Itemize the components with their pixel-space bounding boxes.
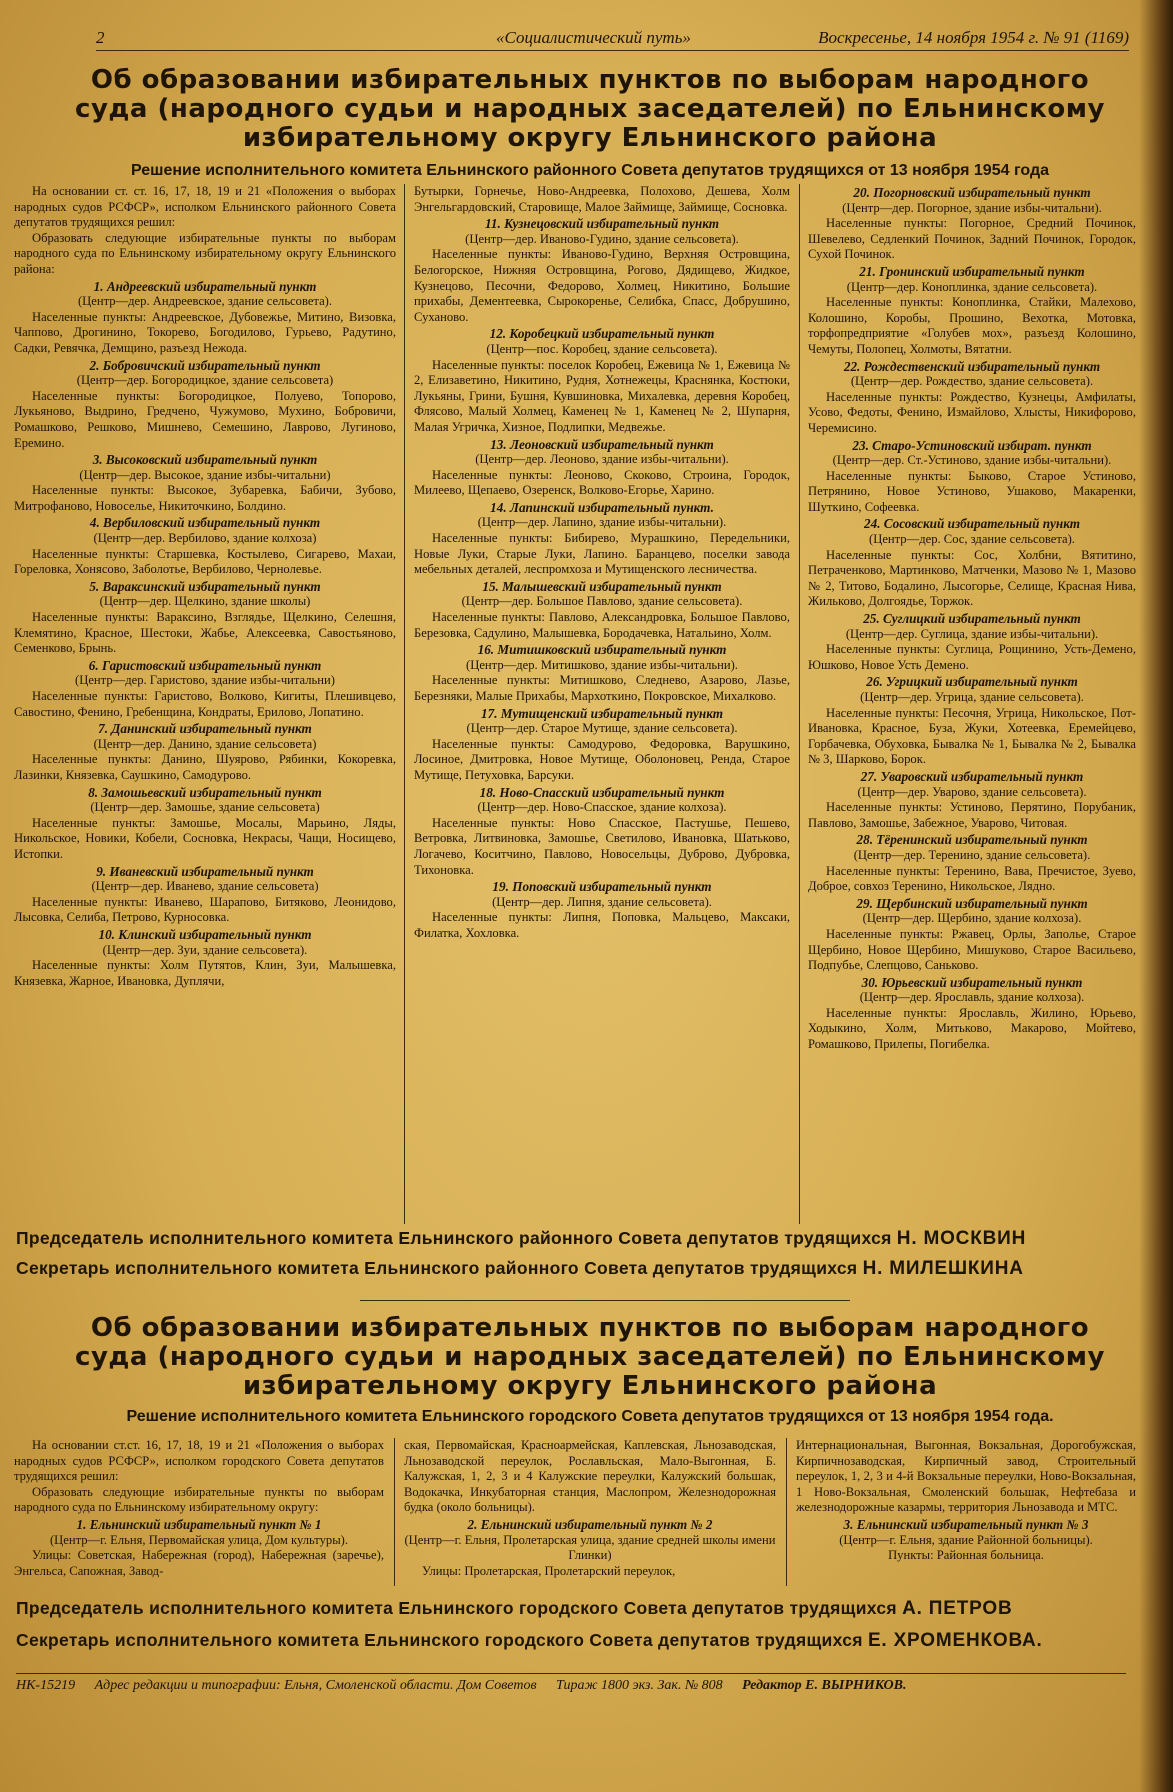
section-center-line: (Центр—дер. Сос, здание сельсовета). xyxy=(869,532,1075,547)
chair-name: А. ПЕТРОВ xyxy=(902,1598,1013,1619)
section-center-line: (Центр—дер. Ст.-Устиново, здание избы-читальни). xyxy=(832,453,1112,468)
paragraph: Образовать следующие избирательные пункты по выборам народного суда по Ельнинскому избирательному округу: xyxy=(14,1484,384,1515)
paragraph: Населенные пункты: Холм Путятов, Клин, Зуи, Малышевка, Князевка, Жарное, Ивановка, Дуплячи, xyxy=(14,958,396,988)
article1-secretary-signature xyxy=(16,1258,1024,1280)
paragraph: Образовать следующие избирательные пункты по выборам народного суда по Ельнинскому избирательному округу Ельнинского района: xyxy=(14,230,396,276)
paragraph: Населенные пункты: Иванево, Шарапово, Битяково, Леонидово, Лысовка, Селиба, Петрово, Курносовка. xyxy=(14,894,396,925)
section-heading: 16. Митишковский избирательный пункт xyxy=(477,642,727,658)
section-heading: 4. Вербиловский избирательный пункт xyxy=(89,515,321,531)
paragraph: Интернациональная, Выгонная, Вокзальная, Дорогобужская, Кирпичнозаводская, Кирпичный завод, Строительный переулок, 1, 2, 3 и 4-й Вокзальные переулки, Ново-Вокзальная, 1 Ново-Вокзальная, Смоленский большак, Нефтебаза и железнодорожные казармы, территория Льнозавода и МТС. xyxy=(796,1438,1136,1515)
secretary-label: Секретарь исполнительного комитета Ельнинского районного Совета депутатов трудящихся xyxy=(16,1258,858,1278)
article1-column-2 xyxy=(414,184,790,942)
section-center-line: (Центр—пос. Коробец, здание сельсовета). xyxy=(486,341,718,356)
paragraph: Населенные пункты: Леоново, Скоково, Строина, Городок, Милеево, Щепаево, Озеренск, Волково-Егорье, Харино. xyxy=(414,467,790,498)
paragraph: Улицы: Советская, Набережная (город), Набережная (заречье), Энгельса, Сапожная, Завод- xyxy=(14,1548,384,1578)
section-center-line: (Центр—дер. Погорное, здание избы-читальни). xyxy=(842,200,1102,215)
paragraph: Населенные пункты: поселок Коробец, Ежевица № 1, Ежевица № 2, Елизаветино, Никитино, Рудня, Хотнежецы, Краснянка, Костюки, Лукьяны, Грини, Бушня, Кувшиновка, Михалевка, деревня Коробец, Флясово, Малый Холмец, Каменец № 1, Каменец № 2, Шупарня, Малая Угричка, Хизное, Подлипки, Медвежье. xyxy=(414,357,790,434)
article1-column-3 xyxy=(808,184,1136,1053)
article1-title: Об образовании избирательных пунктов по выборам народного суда (народного судьи и народных заседателей) по Ельнинскому избирательному округу Ельнинского района xyxy=(75,65,1105,153)
issue-date: Воскресенье, 14 ноября 1954 г. № 91 (1169) xyxy=(818,28,1129,47)
article1-chair-signature xyxy=(16,1228,1026,1250)
section-heading: 14. Лапинский избирательный пункт. xyxy=(490,499,714,515)
section-heading: 12. Коробецкий избирательный пункт xyxy=(489,326,715,342)
column-rule xyxy=(394,1438,395,1586)
section-heading: 23. Старо-Устиновский избират. пункт xyxy=(852,437,1092,453)
paragraph: Населенные пункты: Богородицкое, Полуево, Топорово, Лукьяново, Выдрино, Гредчено, Чужумово, Мухино, Бобровичи, Ромашково, Решково, Мишнево, Семешино, Лаврово, Лугиново, Еремино. xyxy=(14,388,396,450)
paragraph: Населенные пункты: Песочня, Угрица, Никольское, Пот-Ивановка, Красное, Буза, Жуки, Хотеевка, Еремейцево, Горбачевка, Обуховка, Бывалка № 1, Бывалка № 2, Бывалка № 3, Шарково, Борок. xyxy=(808,705,1136,767)
section-heading: 9. Иваневский избирательный пункт xyxy=(96,863,314,879)
section-center-line: (Центр—дер. Ярославль, здание колхоза). xyxy=(859,990,1085,1005)
section-heading: 1. Ельнинский избирательный пункт № 1 xyxy=(76,1516,322,1532)
section-center-line: (Центр—дер. Щелкино, здание школы) xyxy=(99,594,311,609)
section-center-line: (Центр—г. Ельня, здание Районной больницы). xyxy=(839,1532,1093,1547)
page-number: 2 xyxy=(96,28,105,47)
paragraph: Населенные пункты: Замошье, Мосалы, Марьино, Ляды, Никольское, Новики, Кобели, Сосновка, Некрасы, Чащи, Носищево, Истопки. xyxy=(14,815,396,861)
paragraph: Бутырки, Горнечье, Ново-Андреевка, Полохово, Дешева, Холм Энгельгардовский, Старовище, Малое Займище, Займище, Сосновка. xyxy=(414,184,790,214)
paragraph: Населенные пункты: Погорное, Средний Починок, Шевелево, Седленкий Починок, Задний Починок, Городок, Сухой Починок. xyxy=(808,216,1136,262)
section-heading: 19. Поповский избирательный пункт xyxy=(492,879,712,895)
imprint-address: Адрес редакции и типографии: Ельня, Смоленской области. Дом Советов xyxy=(94,1678,537,1693)
imprint-footer xyxy=(16,1673,1126,1694)
section-center-line: (Центр—дер. Лапино, здание избы-читальни). xyxy=(477,515,727,530)
section-heading: 25. Суглицкий избирательный пункт xyxy=(863,611,1081,627)
section-center-line: (Центр—дер. Старое Мутище, здание сельсовета). xyxy=(466,721,738,736)
paragraph: Населенные пункты: Бибирево, Мурашкино, Передельники, Новые Луки, Старые Луки, Лапино. Баранцево, поселки завода мебельных деталей, леспромхоза и Мутищенского лесничества. xyxy=(414,531,790,577)
article2-subtitle: Решение исполнительного комитета Ельнинского городского Совета депутатов трудящихся от 13 ноября 1954 года. xyxy=(126,1408,1054,1425)
paragraph: Улицы: Пролетарская, Пролетарский переулок, xyxy=(422,1563,676,1578)
section-center-line: (Центр—дер. Зуи, здание сельсовета). xyxy=(102,942,308,957)
section-heading: 10. Клинский избирательный пункт xyxy=(98,926,312,942)
section-heading: 3. Ельнинский избирательный пункт № 3 xyxy=(843,1516,1089,1532)
paragraph: Населенные пункты: Самодурово, Федоровка, Варушкино, Лосиное, Дмитровка, Новое Мутище, Оболоновец, Ренда, Старое Мутище, Петуховка, Барсуки. xyxy=(414,736,790,782)
column-rule xyxy=(786,1438,787,1586)
section-center-line: (Центр—дер. Теренино, здание сельсовета). xyxy=(853,847,1091,862)
section-center-line: (Центр—дер. Леоново, здание избы-читальни). xyxy=(475,452,729,467)
paragraph: Населенные пункты: Высокое, Зубаревка, Бабичи, Зубово, Митрофаново, Новоселье, Никиточкино, Болдино. xyxy=(14,483,396,513)
paragraph: Населенные пункты: Теренино, Вава, Пречистое, Зуево, Доброе, совхоз Теренино, Никольское, Лядно. xyxy=(808,863,1136,894)
section-heading: 17. Мутищенский избирательный пункт xyxy=(481,705,723,721)
page-header xyxy=(96,28,1129,51)
section-center-line: (Центр—дер. Иваново-Гудино, здание сельсовета). xyxy=(465,231,739,246)
paragraph: Населенные пункты: Гаристово, Волково, Кигиты, Плешивцево, Савостино, Фенино, Гребенщина, Кондраты, Ерилово, Лопатино. xyxy=(14,689,396,719)
paragraph: Населенные пункты: Данино, Шуярово, Рябинки, Кокоревка, Лазинки, Князевка, Саушкино, Самодурово. xyxy=(14,752,396,782)
section-heading: 29. Щербинский избирательный пункт xyxy=(856,895,1088,911)
paragraph: Населенные пункты: Ярославль, Жилино, Юрьево, Ходыкино, Холм, Митьково, Макарово, Мойтево, Ромашково, Прилепы, Погибелка. xyxy=(808,1005,1136,1052)
paragraph: Населенные пункты: Старшевка, Костылево, Сигарево, Махаи, Гореловка, Хонясово, Заболотье, Вербилово, Чернолевье. xyxy=(14,546,396,577)
section-heading: 5. Вараксинский избирательный пункт xyxy=(89,578,321,594)
section-heading: 18. Ново-Спасский избирательный пункт xyxy=(479,784,725,800)
section-center-line: (Центр—дер. Липня, здание сельсовета). xyxy=(492,894,712,909)
section-center-line: (Центр—дер. Уварово, здание сельсовета). xyxy=(857,784,1087,799)
paragraph: На основании ст.ст. 16, 17, 18, 19 и 21 «Положения о выборах народных судов РСФСР», исполком городского Совета депутатов трудящихся решил: xyxy=(14,1438,384,1484)
paragraph: Населенные пункты: Быково, Старое Устиново, Петрянино, Новое Устиново, Ушаково, Макаренки, Шуткино, Софеевка. xyxy=(808,468,1136,514)
section-heading: 26. Угрицкий избирательный пункт xyxy=(866,674,1078,690)
newspaper-name: «Социалистический путь» xyxy=(496,28,691,47)
section-heading: 15. Малышевский избирательный пункт xyxy=(482,578,722,594)
section-center-line: (Центр—дер. Высокое, здание избы-читальни) xyxy=(79,467,331,482)
section-center-line: (Центр—дер. Андреевское, здание сельсовета). xyxy=(77,294,332,309)
paragraph: Населенные пункты: Павлово, Александровка, Большое Павлово, Березовка, Садулино, Малышевка, Бородачевка, Натальино, Холм. xyxy=(414,610,790,640)
section-heading: 7. Данинский избирательный пункт xyxy=(98,721,312,737)
paragraph: Населенные пункты: Ново Спасское, Пастушье, Пешево, Ветровка, Литвиновка, Замошье, Светилово, Ивановка, Шатьково, Логачево, Коситчино, Павлово, Новосельцы, Дуброво, Дубровка, Тихоновка. xyxy=(414,815,790,877)
section-center-line: (Центр—дер. Щербино, здание колхоза). xyxy=(862,911,1082,926)
page-edge-shadow xyxy=(1139,0,1173,1792)
section-center-line: (Центр—г. Ельня, Пролетарская улица, здание средней школы имени Глинки) xyxy=(404,1532,776,1563)
paragraph: Населенные пункты: Сос, Холбни, Вятитино, Петраченково, Мартинково, Матченки, Мазово № 1, Мазово № 2, Титово, Бодалино, Лысогорье, Селище, Красная Нива, Жильково, Долгоядье, Торжок. xyxy=(808,547,1136,609)
article2-column-2 xyxy=(404,1438,776,1579)
chair-label: Председатель исполнительного комитета Ельнинского городского Совета депутатов трудящихся xyxy=(16,1598,897,1618)
section-heading: 21. Гронинский избирательный пункт xyxy=(859,263,1085,279)
section-center-line: (Центр—г. Ельня, Первомайская улица, Дом культуры). xyxy=(49,1532,349,1547)
article1-column-1 xyxy=(14,184,396,989)
section-center-line: (Центр—дер. Иванево, здание сельсовета) xyxy=(91,879,319,894)
section-heading: 22. Рождественский избирательный пункт xyxy=(843,358,1101,374)
article2-secretary-signature xyxy=(16,1630,1043,1652)
section-heading: 2. Бобровичский избирательный пункт xyxy=(89,357,321,373)
paragraph: Населенные пункты: Вараксино, Взглядье, Щелкино, Селешня, Клемятино, Красное, Шестоки, Жабье, Алексеевка, Савостьяново, Семенково, Брынь. xyxy=(14,610,396,656)
section-heading: 8. Замошьевский избирательный пункт xyxy=(88,784,322,800)
paragraph: Населенные пункты: Липня, Поповка, Мальцево, Максаки, Филатка, Хохловка. xyxy=(414,910,790,940)
section-heading: 2. Ельнинский избирательный пункт № 2 xyxy=(467,1516,713,1532)
paragraph: Населенные пункты: Коноплинка, Стайки, Малехово, Колошино, Коробы, Прошино, Вехотка, Мотовка, торфопредприятие «Голубев мох», разъезд Колошино, Чемуты, Полопец, Холмоты, Вятатни. xyxy=(808,295,1136,356)
section-center-line: (Центр—дер. Вербилово, здание колхоза) xyxy=(93,531,317,546)
section-center-line: (Центр—дер. Коноплинка, здание сельсовета). xyxy=(846,279,1098,294)
section-center-line: (Центр—дер. Рождество, здание сельсовета). xyxy=(850,374,1094,389)
paragraph: Населенные пункты: Устиново, Перятино, Порубаник, Павлово, Замошье, Забежное, Уварово, Читовая. xyxy=(808,800,1136,830)
paragraph: На основании ст. ст. 16, 17, 18, 19 и 21 «Положения о выборах народных судов РСФСР», исполком Ельнинского районного Совета депутатов трудящихся решил: xyxy=(14,184,396,230)
paragraph: ская, Первомайская, Красноармейская, Каплевская, Льнозаводская, Льнозаводской переулок, Рославльская, Мало-Выгонная, Б. Калужская, 1, 2, 3 и 4 Калужские переулки, Калужский большак, Водокачка, Инкубаторная станция, Маслопром, Железнодорожная будка (около больницы). xyxy=(404,1438,776,1515)
imprint-circulation: Тираж 1800 экз. Зак. № 808 xyxy=(556,1678,723,1693)
section-center-line: (Центр—дер. Замошье, здание сельсовета) xyxy=(90,800,320,815)
article-divider xyxy=(360,1300,850,1301)
section-heading: 6. Гаристовский избирательный пункт xyxy=(88,657,322,673)
section-heading: 27. Уваровский избирательный пункт xyxy=(860,768,1084,784)
article2-column-3 xyxy=(796,1438,1136,1564)
secretary-name: Е. ХРОМЕНКОВА. xyxy=(867,1630,1043,1651)
paragraph: Населенные пункты: Митишково, Следнево, Азарово, Лазье, Березняки, Малые Прихабы, Мархоткино, Покровское, Михалково. xyxy=(414,673,790,703)
column-rule xyxy=(799,184,800,1224)
secretary-name: Н. МИЛЕШКИНА xyxy=(862,1258,1024,1279)
paragraph: Населенные пункты: Рождество, Кузнецы, Амфилаты, Усово, Федоты, Фенино, Измайлово, Хлысты, Никифорово, Черемисино. xyxy=(808,389,1136,435)
section-heading: 1. Андреевский избирательный пункт xyxy=(93,278,317,294)
secretary-label: Секретарь исполнительного комитета Ельнинского городского Совета депутатов трудящихся xyxy=(16,1630,863,1650)
column-rule xyxy=(404,184,405,1224)
section-heading: 3. Высоковский избирательный пункт xyxy=(92,452,318,468)
section-heading: 13. Леоновский избирательный пункт xyxy=(490,436,714,452)
section-center-line: (Центр—дер. Митишково, здание избы-читальни). xyxy=(466,657,738,672)
section-center-line: (Центр—дер. Данино, здание сельсовета) xyxy=(93,736,317,751)
section-center-line: (Центр—дер. Гаристово, здание избы-читальни) xyxy=(75,673,335,688)
chair-label: Председатель исполнительного комитета Ельнинского районного Совета депутатов трудящихся xyxy=(16,1228,892,1248)
article2-column-1 xyxy=(14,1438,384,1579)
section-center-line: (Центр—дер. Суглица, здание избы-читальни). xyxy=(845,626,1099,641)
section-center-line: (Центр—дер. Богородицкое, здание сельсовета) xyxy=(76,373,334,388)
paragraph: Населенные пункты: Андреевское, Дубовежье, Митино, Визовка, Чаппово, Дрогинино, Токорево, Богодилово, Гурьево, Радутино, Садки, Ревячка, Демщино, разъезд Нежода. xyxy=(14,309,396,355)
section-heading: 30. Юрьевский избирательный пункт xyxy=(861,974,1083,990)
section-center-line: (Центр—дер. Большое Павлово, здание сельсовета). xyxy=(461,594,743,609)
chair-name: Н. МОСКВИН xyxy=(896,1228,1027,1249)
section-center-line: (Центр—дер. Ново-Спасское, здание колхоза). xyxy=(477,800,727,815)
imprint-editor: Редактор Е. ВЫРНИКОВ. xyxy=(742,1678,907,1693)
article2-title: Об образовании избирательных пунктов по выборам народного суда (народного судьи и народных заседателей) по Ельнинскому избирательному округу Ельнинского района xyxy=(75,1313,1105,1401)
imprint-code: НК-15219 xyxy=(16,1678,76,1693)
article2-chair-signature xyxy=(16,1598,1012,1620)
paragraph: Населенные пункты: Ржавец, Орлы, Заполье, Старое Щербино, Новое Щербино, Мишуково, Старое Васильево, Подпубье, Слепцово, Саньково. xyxy=(808,926,1136,973)
section-heading: 28. Тëренинский избирательный пункт xyxy=(856,832,1088,848)
section-heading: 20. Погорновский избирательный пункт xyxy=(853,185,1091,200)
paragraph: Населенные пункты: Иваново-Гудино, Верхняя Островщина, Белогорское, Нижняя Островщина, Рогово, Дядищево, Жидкое, Кузнецово, Песочни, Федорово, Холмец, Никитино, Большие прихабы, Дементеевка, Сырокоренье, Селибка, Спасс, Добрушино, Суханово. xyxy=(414,247,790,324)
section-center-line: (Центр—дер. Угрица, здание сельсовета). xyxy=(860,690,1084,704)
section-heading: 24. Сосовский избирательный пункт xyxy=(864,516,1080,532)
article1-subtitle: Решение исполнительного комитета Ельнинского районного Совета депутатов трудящихся от 13 ноября 1954 года xyxy=(130,162,1050,179)
section-heading: 11. Кузнецовский избирательный пункт xyxy=(485,216,719,232)
section-center-line: Пункты: Районная больница. xyxy=(888,1548,1044,1563)
paragraph: Населенные пункты: Суглица, Рощинино, Усть-Демено, Юшково, Новое Усть Демено. xyxy=(808,642,1136,672)
